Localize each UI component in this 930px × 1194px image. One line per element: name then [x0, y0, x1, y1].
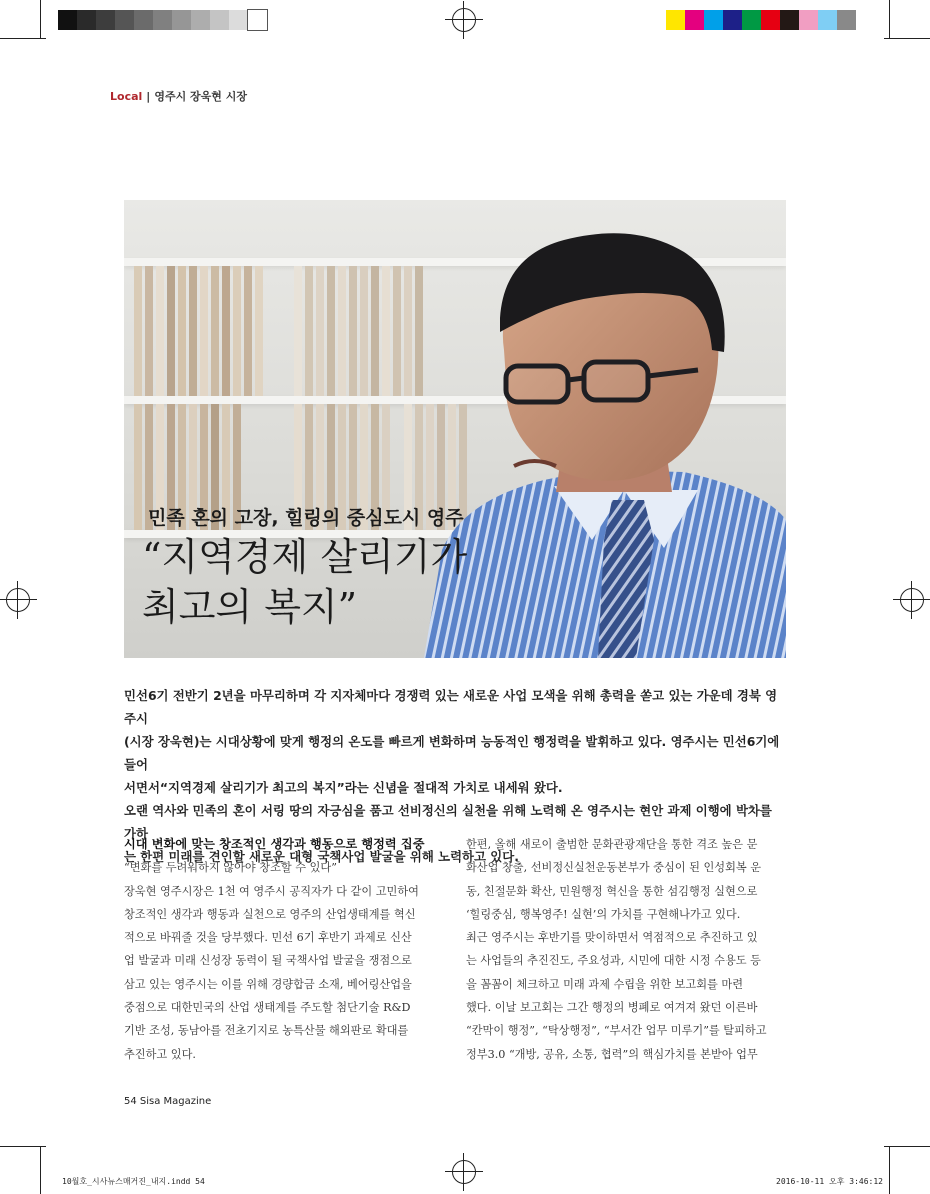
color-swatch: [761, 10, 780, 30]
body-line: 기반 조성, 동남아를 전초기지로 농특산물 해외판로 확대를: [124, 1024, 409, 1038]
running-header: [110, 88, 247, 104]
color-swatch: [685, 10, 704, 30]
body-line: 한편, 올해 새로이 출범한 문화관광재단을 통한 격조 높은 문: [466, 838, 758, 851]
color-swatch: [666, 10, 685, 30]
body-line: 추진하고 있다.: [124, 1047, 196, 1061]
gray-swatch: [96, 10, 115, 30]
body-line: 화산업 창출, 선비정신실천운동본부가 중심이 된 인성회복 운: [466, 861, 762, 875]
registration-mark-bottom: [452, 1160, 476, 1184]
gray-color-bar: [58, 10, 267, 30]
quote-line-1: “지역경제 살리기가: [142, 535, 468, 579]
feature-quote: [142, 532, 467, 632]
color-swatch: [837, 10, 856, 30]
quote-line-2: 최고의 복지”: [142, 585, 358, 629]
section-label: Local: [110, 90, 143, 103]
gray-swatch: [172, 10, 191, 30]
body-line: 동, 친절문화 확산, 민원행정 혁신을 통한 섬김행정 실현으로: [466, 884, 758, 898]
body-line: 최근 영주시는 후반기를 맞이하면서 역점적으로 추진하고 있: [466, 931, 758, 945]
color-swatch: [818, 10, 837, 30]
header-divider: |: [146, 90, 151, 103]
body-line: 는 사업들의 추진진도, 주요성과, 시민에 대한 시정 수용도 등: [466, 954, 761, 968]
registration-mark-top: [452, 8, 476, 32]
body-column-right: [466, 833, 791, 1066]
body-line: 했다. 이날 보고회는 그간 행정의 병폐로 여겨져 왔던 이른바: [466, 1001, 758, 1015]
lead-line: 오랜 역사와 민족의 혼이 서링 땅의 자긍심을 품고 선비정신의 실천을 위해 노력해 온 영주시는 현안 과제 이행에 박차를 가하: [124, 803, 772, 841]
registration-mark-left: [6, 588, 30, 612]
gray-swatch: [77, 10, 96, 30]
page-folio: 54 Sisa Magazine: [124, 1096, 212, 1107]
print-slug-filename: 10월호_시사뉴스매거진_내지.indd 54: [62, 1177, 205, 1186]
lead-line: 는 한편 미래를 견인할 새로운 대형 국책사업 발굴을 위해 노력하고 있다.: [124, 849, 519, 864]
gray-swatch: [153, 10, 172, 30]
lead-line: 민선6기 전반기 2년을 마무리하며 각 지자체마다 경쟁력 있는 새로운 사업 모색을 위해 총력을 쏟고 있는 가운데 경북 영주시: [124, 688, 778, 726]
registration-mark-right: [900, 588, 924, 612]
color-swatch: [723, 10, 742, 30]
color-swatch: [704, 10, 723, 30]
body-column-left: [124, 833, 449, 1066]
gray-swatch: [191, 10, 210, 30]
body-line: 정부3.0 “개방, 공유, 소통, 협력”의 핵심가치를 본받아 업무: [466, 1047, 758, 1061]
gray-swatch: [58, 10, 77, 30]
gray-swatch: [229, 10, 248, 30]
gray-swatch: [248, 10, 267, 30]
section-heading: 시대 변화에 맞는 창조적인 생각과 행동으로 행정력 집중: [124, 837, 425, 851]
body-line: “변화를 두려워하지 않아야 창조할 수 있다”: [124, 861, 337, 875]
process-color-bar: [666, 10, 856, 30]
gray-swatch: [210, 10, 229, 30]
body-line: 업 발굴과 미래 신성장 동력이 될 국책사업 발굴을 쟁점으로: [124, 954, 412, 968]
body-line: ‘힐링중심, 행복영주! 실현’의 가치를 구현해나가고 있다.: [466, 907, 741, 921]
body-line: 중점으로 대한민국의 산업 생태계를 주도할 첨단기술 R&D: [124, 1001, 411, 1015]
lead-line: (시장 장욱현)는 시대상황에 맞게 행정의 온도를 빠르게 변화하며 능동적인 행정력을 발휘하고 있다. 영주시는 민선6기에 들어: [124, 734, 780, 772]
header-title: 영주시 장욱현 시장: [154, 90, 247, 103]
body-line: 삼고 있는 영주시는 이를 위해 경량합금 소재, 베어링산업을: [124, 977, 412, 991]
body-line: 을 꼼꼼이 체크하고 미래 과제 수립을 위한 보고회를 마련: [466, 977, 744, 991]
body-line: 창조적인 생각과 행동과 실천으로 영주의 산업생태계를 혁신: [124, 907, 416, 921]
color-swatch: [742, 10, 761, 30]
body-line: 적으로 바꿔줄 것을 당부했다. 민선 6기 후반기 과제로 신산: [124, 931, 412, 945]
feature-subtitle: 민족 혼의 고장, 힐링의 중심도시 영주: [148, 507, 464, 529]
gray-swatch: [115, 10, 134, 30]
body-line: 장욱현 영주시장은 1천 여 영주시 공직자가 다 같이 고민하여: [124, 884, 419, 898]
body-line: “칸막이 행정”, “탁상행정”, “부서간 업무 미루기”를 탈피하고: [466, 1024, 767, 1038]
print-slug-timestamp: 2016-10-11 오후 3:46:12: [776, 1177, 883, 1186]
gray-swatch: [134, 10, 153, 30]
lead-line: 서면서“지역경제 살리기가 최고의 복지”라는 신념을 절대적 가치로 내세워 왔다.: [124, 780, 563, 795]
color-swatch: [780, 10, 799, 30]
color-swatch: [799, 10, 818, 30]
